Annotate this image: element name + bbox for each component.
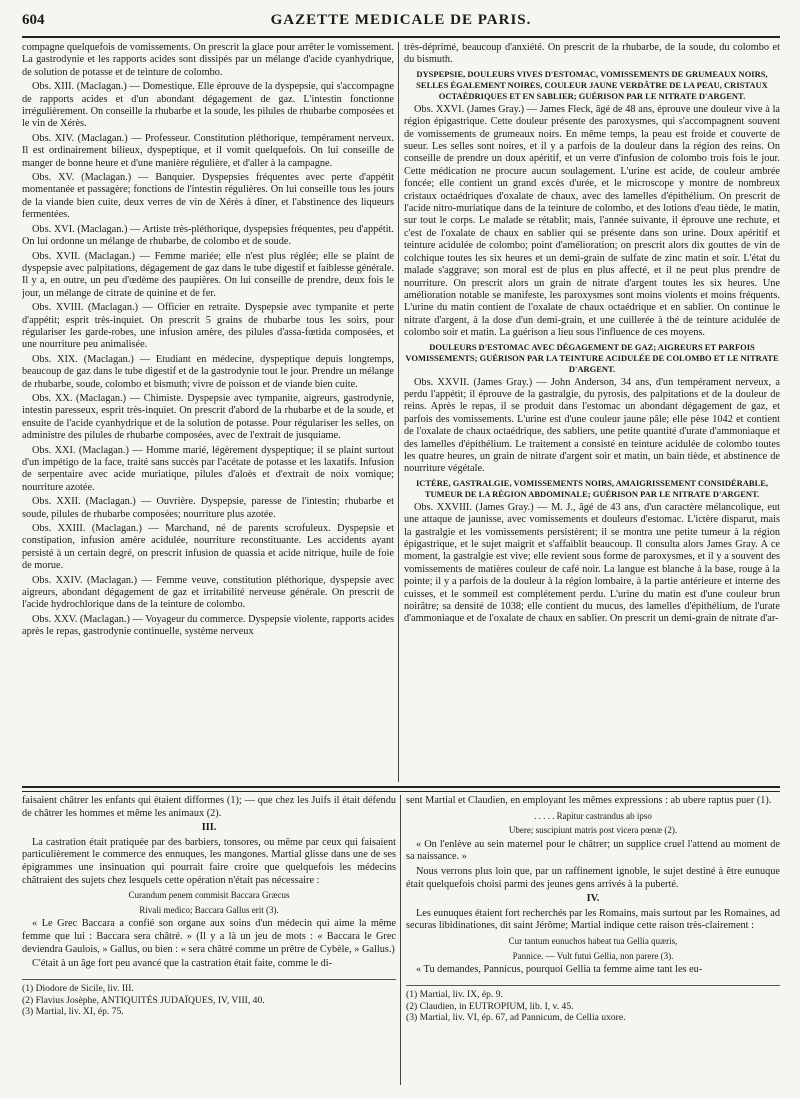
observation-17: Obs. XVII. (Maclagan.) — Femme mariée; elle n'est plus réglée; elle se plaint de dyspepsie avec palpitations, dégagement de gaz dans le tube digestif et faiblesse générale. Il y a, en outre, un peu d'œdème des paupières. On lui conseille de prendre, deux fois le jour, un mélange de citrate de quinine et de fer.	[22, 250, 394, 299]
observation-24: Obs. XXIV. (Maclagan.) — Femme veuve, constitution pléthorique, dyspepsie avec aigreurs, abondant dégagement de gaz et irritabilité nerveuse générale. On prescrit de l'acide hydrochlorique dans de la teinture de colombo.	[22, 574, 394, 611]
footnote: (2) Claudien, in EUTROPIUM, lib. I, v. 45.	[406, 1000, 574, 1012]
observation-22: Obs. XXII. (Maclagan.) — Ouvrière. Dyspepsie, paresse de l'intestin; rhubarbe et soude, pilules de rhubarbe composées; nourriture plus azotée.	[22, 496, 394, 520]
paragraph: « Le Grec Baccara a confié son organe aux soins d'un médecin qui aime la même femme que lui : Baccara sera châtré. » (Il y a là un jeu de mots : « Baccara le Grec deviendra Gaulois, » Gallus, ou bien : « sera châtré comme un prêtre de Cybèle, » Gallus.)	[22, 918, 396, 955]
observation-27: Obs. XXVII. (James Gray.) — John Anderson, 34 ans, d'un tempérament nerveux, a perdu l'appétit; il éprouve de la gastralgie, du pyrosis, des palpitations et de la douleur de reins. Après le repas, il se produit dans l'estomac un abondant dégagement de gaz, et parfois des vomissements. L'urine est d'une couleur jaune pâle; elle pèse 1042 et contient de l'oxalate de chaux octaédrique, des sabliers, une petite quantité d'urate d'ammoniaque et des lamelles d'épithélium. Le traitement a consisté en teinture acidulée de colombo toutes les quatre heures, un grain de nitrate d'argent soir et matin, un bain tiède, et abstinence de nourriture végétale.	[404, 376, 780, 475]
paragraph: Nous verrons plus loin que, par un raffinement ignoble, le sujet destiné à être eunuque était quelquefois choisi parmi des jeunes gens arrivés à la puberté.	[406, 865, 780, 890]
paragraph: compagne quelquefois de vomissements. On prescrit la glace pour arrêter le vomissement. La gastrodynie et les rapports acides sont dissipés par un mélange d'acide cyanhydrique, de solution de potasse et de teinture de colombo.	[22, 42, 394, 78]
footnote: (3) Martial, liv. XI, ép. 75.	[22, 1006, 124, 1018]
feuilleton-left-column	[22, 795, 396, 1085]
observation-26: Obs. XXVI. (James Gray.) — James Fleck, âgé de 48 ans, éprouve une douleur vive à la région épigastrique. Cette douleur présente des paroxysmes, qui s'accompagnent souvent de vomissements de grumeaux noirs. En même temps, la peau est froide et couverte de sueur. Les selles sont noires, et il y a parfois de la douleur dans la région des reins. On conseille de prendre un doux apéritif, et un verre d'infusion de colombo trois fois le jour. Cette médication ne procure aucun soulagement. L'urine est acide, de couleur ambrée foncée; elle contient un grand excès d'urée, et le microscope y montre de nombreux cristaux octaédriques d'oxalate de chaux, avec des lamelles d'épithélium. On prescrit de l'acide nitro-muriatique dans de la teinture de colombo, et des lotions d'eau tiède, le matin, sur tout le corps. Le malade se rétablit; mais, l'année suivante, il éprouve une rechute, et c'est de l'oxalate de chaux en sablier qui se présente dans son urine. Doux apéritif et teinture acidulée de colombo; point d'amélioration; on prescrit alors dix gouttes de vin de colchique toutes les six heures et un demi-grain de sulfate de zinc matin et soir. L'état du malade s'aggrave; son moral est de plus en plus affecté, et il ne peut plus prendre de nourriture. On prescrit alors un grain de nitrate d'argent toutes les six heures. Une amélioration notable se manifeste, les paroxysmes sont moins violents et moins fréquents. L'urine du matin contient de l'oxalate de chaux octaédrique et en sablier. On continue le nitrate d'argent, à la dose d'un demi-grain, et une cuillerée à thé de teinture acidulée de colombo soir et matin. La guérison a lieu sous l'influence de ces moyens.	[404, 103, 780, 339]
section-heading: DOULEURS D'ESTOMAC AVEC DÉGAGEMENT DE GAZ; AIGREURS ET PARFOIS VOMISSEMENTS; GUÉRISON PAR LA TEINTURE ACIDULÉE DE COLOMBO ET LE NITRATE D'ARGENT.	[405, 341, 779, 374]
observation-13: Obs. XIII. (Maclagan.) — Domestique. Elle éprouve de la dyspepsie, qui s'accompagne de rapports acides et d'un abondant dégagement de gaz. L'intestin fonctionne irrégulièrement. On conseille la rhubarbe et la soude, les pilules de rhubarbe composées et le vin de Xérès.	[22, 81, 394, 130]
observation-14: Obs. XIV. (Maclagan.) — Professeur. Constitution pléthorique, tempérament nerveux. Il est ordinairement bilieux, dyspeptique, et il vomit quelquefois. On lui conseille de manger de bonne heure et d'une manière régulière, et d'aller à la campagne.	[22, 132, 394, 169]
footnotes	[406, 985, 780, 1024]
column-divider	[398, 42, 399, 782]
page-number: 604	[22, 12, 45, 28]
page-header	[22, 12, 780, 38]
observation-16: Obs. XVI. (Maclagan.) — Artiste très-pléthorique, dyspepsies fréquentes, peu d'appétit. On lui ordonne un mélange de rhubarbe, de colombo et de soude.	[22, 223, 394, 248]
journal-title: GAZETTE MEDICALE DE PARIS.	[270, 12, 532, 28]
paragraph: faisaient châtrer les enfants qui étaient difformes (1); — que chez les Juifs il était défendu de châtrer les hommes et même les animaux (2).	[22, 795, 396, 819]
feuilleton-divider	[22, 786, 780, 792]
section-number: III.	[201, 822, 217, 834]
observation-23: Obs. XXIII. (Maclagan.) — Marchand, né de parents scrofuleux. Dyspepsie et constipation, infusion amère acidulée, nourriture reconstituante. Les accidents ayant persisté à un certain degré, on prescrit infusion de quassia et acide nitrique, huile de foie de morue.	[22, 523, 394, 572]
footnote: (2) Flavius Josèphe, ANTIQUITÉS JUDAÏQUES, IV, VIII, 40.	[22, 994, 265, 1006]
paragraph: « Tu demandes, Pannicus, pourquoi Gellia ta femme aime tant les eu-	[416, 964, 703, 976]
latin-verse: Rivali medico; Baccara Gallus erit (3).	[139, 904, 279, 915]
footnote: (1) Martial, liv. IX, ép. 9.	[406, 988, 503, 1000]
latin-verse: Ubere; suscipiunt matris post vicera pœnæ (2).	[508, 825, 678, 836]
paragraph: « On l'enlève au sein maternel pour le châtrer; un supplice cruel l'attend au moment de sa naissance. »	[406, 838, 780, 863]
observation-25: Obs. XXV. (Maclagan.) — Voyageur du commerce. Dyspepsie violente, rapports acides après le repas, gastrodynie continuelle, système nerveux	[22, 613, 394, 638]
left-column	[22, 42, 394, 782]
section-heading: DYSPEPSIE, DOULEURS VIVES D'ESTOMAC, VOMISSEMENTS DE GRUMEAUX NOIRS, SELLES ÉGALEMENT NOIRES, COULEUR JAUNE VERDÂTRE DE LA PEAU, CRISTAUX OCTAÉDRIQUES ET EN SABLIER; GUÉRISON PAR LE NITRATE D'ARGENT.	[416, 68, 768, 101]
feuilleton-column-divider	[400, 795, 401, 1085]
observation-28: Obs. XXVIII. (James Gray.) — M. J., âgé de 43 ans, d'un caractère mélancolique, eut une attaque de jaunisse, avec vomissements et douleurs d'estomac. L'ictère disparut, mais la gastralgie et les vomissements persistèrent; il se montra une petite tumeur à la région épigastrique, et le sujet maigrit et s'affaiblit beaucoup. Il consulta alors James Gray. A ce moment, la gastralgie est vive; elle revient sous forme de paroxysmes, et il y a souvent des vomissements de matières couleur de café noir. La langue est blanche à la base, rouge à la pointe; il y a parfois de la douleur à la région lombaire, à la partie antérieure et interne des cuisses, et le sommeil est complétement perdu. L'urine du matin est d'une couleur brun noirâtre; sa densité de 1038; elle contient du mucus, des lamelles d'épithélium, de l'urate d'ammoniaque et de l'oxalate de chaux en sablier. On prescrit un demi-grain de nitrate d'ar-	[404, 501, 780, 625]
footnote: (1) Diodore de Sicile, liv. III.	[22, 982, 134, 994]
section-number: IV.	[586, 893, 600, 905]
footnote: (3) Martial, liv. VI, ép. 67, ad Pannicum, de Cellia uxore.	[406, 1012, 626, 1024]
observation-18: Obs. XVIII. (Maclagan.) — Officier en retraite. Dyspepsie avec tympanite et perte d'appétit; esprit très-inquiet. On prescrit 5 grains de rhubarbe tous les soirs, pour régulariser les garde-robes, une infusion amère, des pilules d'assa-fœtida composées, et une nourriture peu animalisée.	[22, 302, 394, 351]
observation-21: Obs. XXI. (Maclagan.) — Homme marié, légèrement dyspeptique; il se plaint surtout d'un impétigo de la face, traité sans succès par l'acétate de potasse et les laxatifs. Infusion de serpentaire avec acide muriatique, pilules d'aloès et d'extrait de noix vomique; nourriture azotée.	[22, 444, 394, 493]
observation-19: Obs. XIX. (Maclagan.) — Etudiant en médecine, dyspeptique depuis longtemps, beaucoup de gaz dans le tube digestif et de la gastrodynie tout le jour. Prendre un mélange de rhubarbe, soude, colombo et bismuth; vivre de poisson et de viande bien cuite.	[22, 353, 394, 390]
latin-verse: . . . . . Rapitur castrandus ab ipso	[534, 810, 652, 821]
paragraph: Les eunuques étaient fort recherchés par les Romains, mais surtout par les Romaines, ad securas libidinationes, dit saint Jérôme; Martial indique cette raison très-clairement :	[406, 907, 780, 932]
latin-verse: Curandum penem commisit Baccara Græcus	[128, 890, 290, 901]
paragraph: C'était à un âge fort peu avancé que la castration était faite, comme le di-	[32, 958, 333, 970]
observation-15: Obs. XV. (Maclagan.) — Banquier. Dyspepsies fréquentes avec perte d'appétit momentanée et passagère; fonctions de l'intestin régulières. On lui conseille tous les jours de la viande bien cuite, deux verres de vin de Xérès à dîner, et l'abstinence des liqueurs fermentées.	[22, 172, 394, 221]
feuilleton-right-column	[406, 795, 780, 1085]
footnotes	[22, 979, 396, 1018]
paragraph: La castration était pratiquée par des barbiers, tonsores, ou même par ceux qui faisaient particulièrement le commerce des ennuques, les mangones. Martial glisse dans une de ses épigrammes une insinuation qui pourrait faire croire que quelquefois les médecins châtraient des sujets chez lesquels cette opération n'était pas nécessaire :	[22, 836, 396, 886]
right-column	[404, 42, 780, 782]
section-heading: ICTÈRE, GASTRALGIE, VOMISSEMENTS NOIRS, AMAIGRISSEMENT CONSIDÉRABLE, TUMEUR DE LA RÉGION ABDOMINALE; GUÉRISON PAR LE NITRATE D'ARGENT.	[415, 477, 769, 499]
paragraph: très-déprimé, beaucoup d'anxiété. On prescrit de la rhubarbe, de la soude, du colombo et du bismuth.	[404, 42, 780, 66]
latin-verse: Pannice. — Vult futui Gellia, non parere (3).	[512, 950, 674, 961]
observation-20: Obs. XX. (Maclagan.) — Chimiste. Dyspepsie avec tympanite, aigreurs, gastrodynie, intestin paresseux, esprit très-inquiet. On prescrit d'abord de la rhubarbe et de la soude, et ensuite de l'acide cyanhydrique et de la solution de potasse. Pour régulariser les selles, on administre des pilules de rhubarbe composées, avec de l'extrait de jusquiame.	[22, 392, 394, 442]
latin-verse: Cur tantum eunuchos habeat tua Gellia quæris,	[508, 935, 678, 946]
paragraph: sent Martial et Claudien, en employant les mêmes expressions : ab ubere raptus puer (1).	[406, 795, 772, 806]
